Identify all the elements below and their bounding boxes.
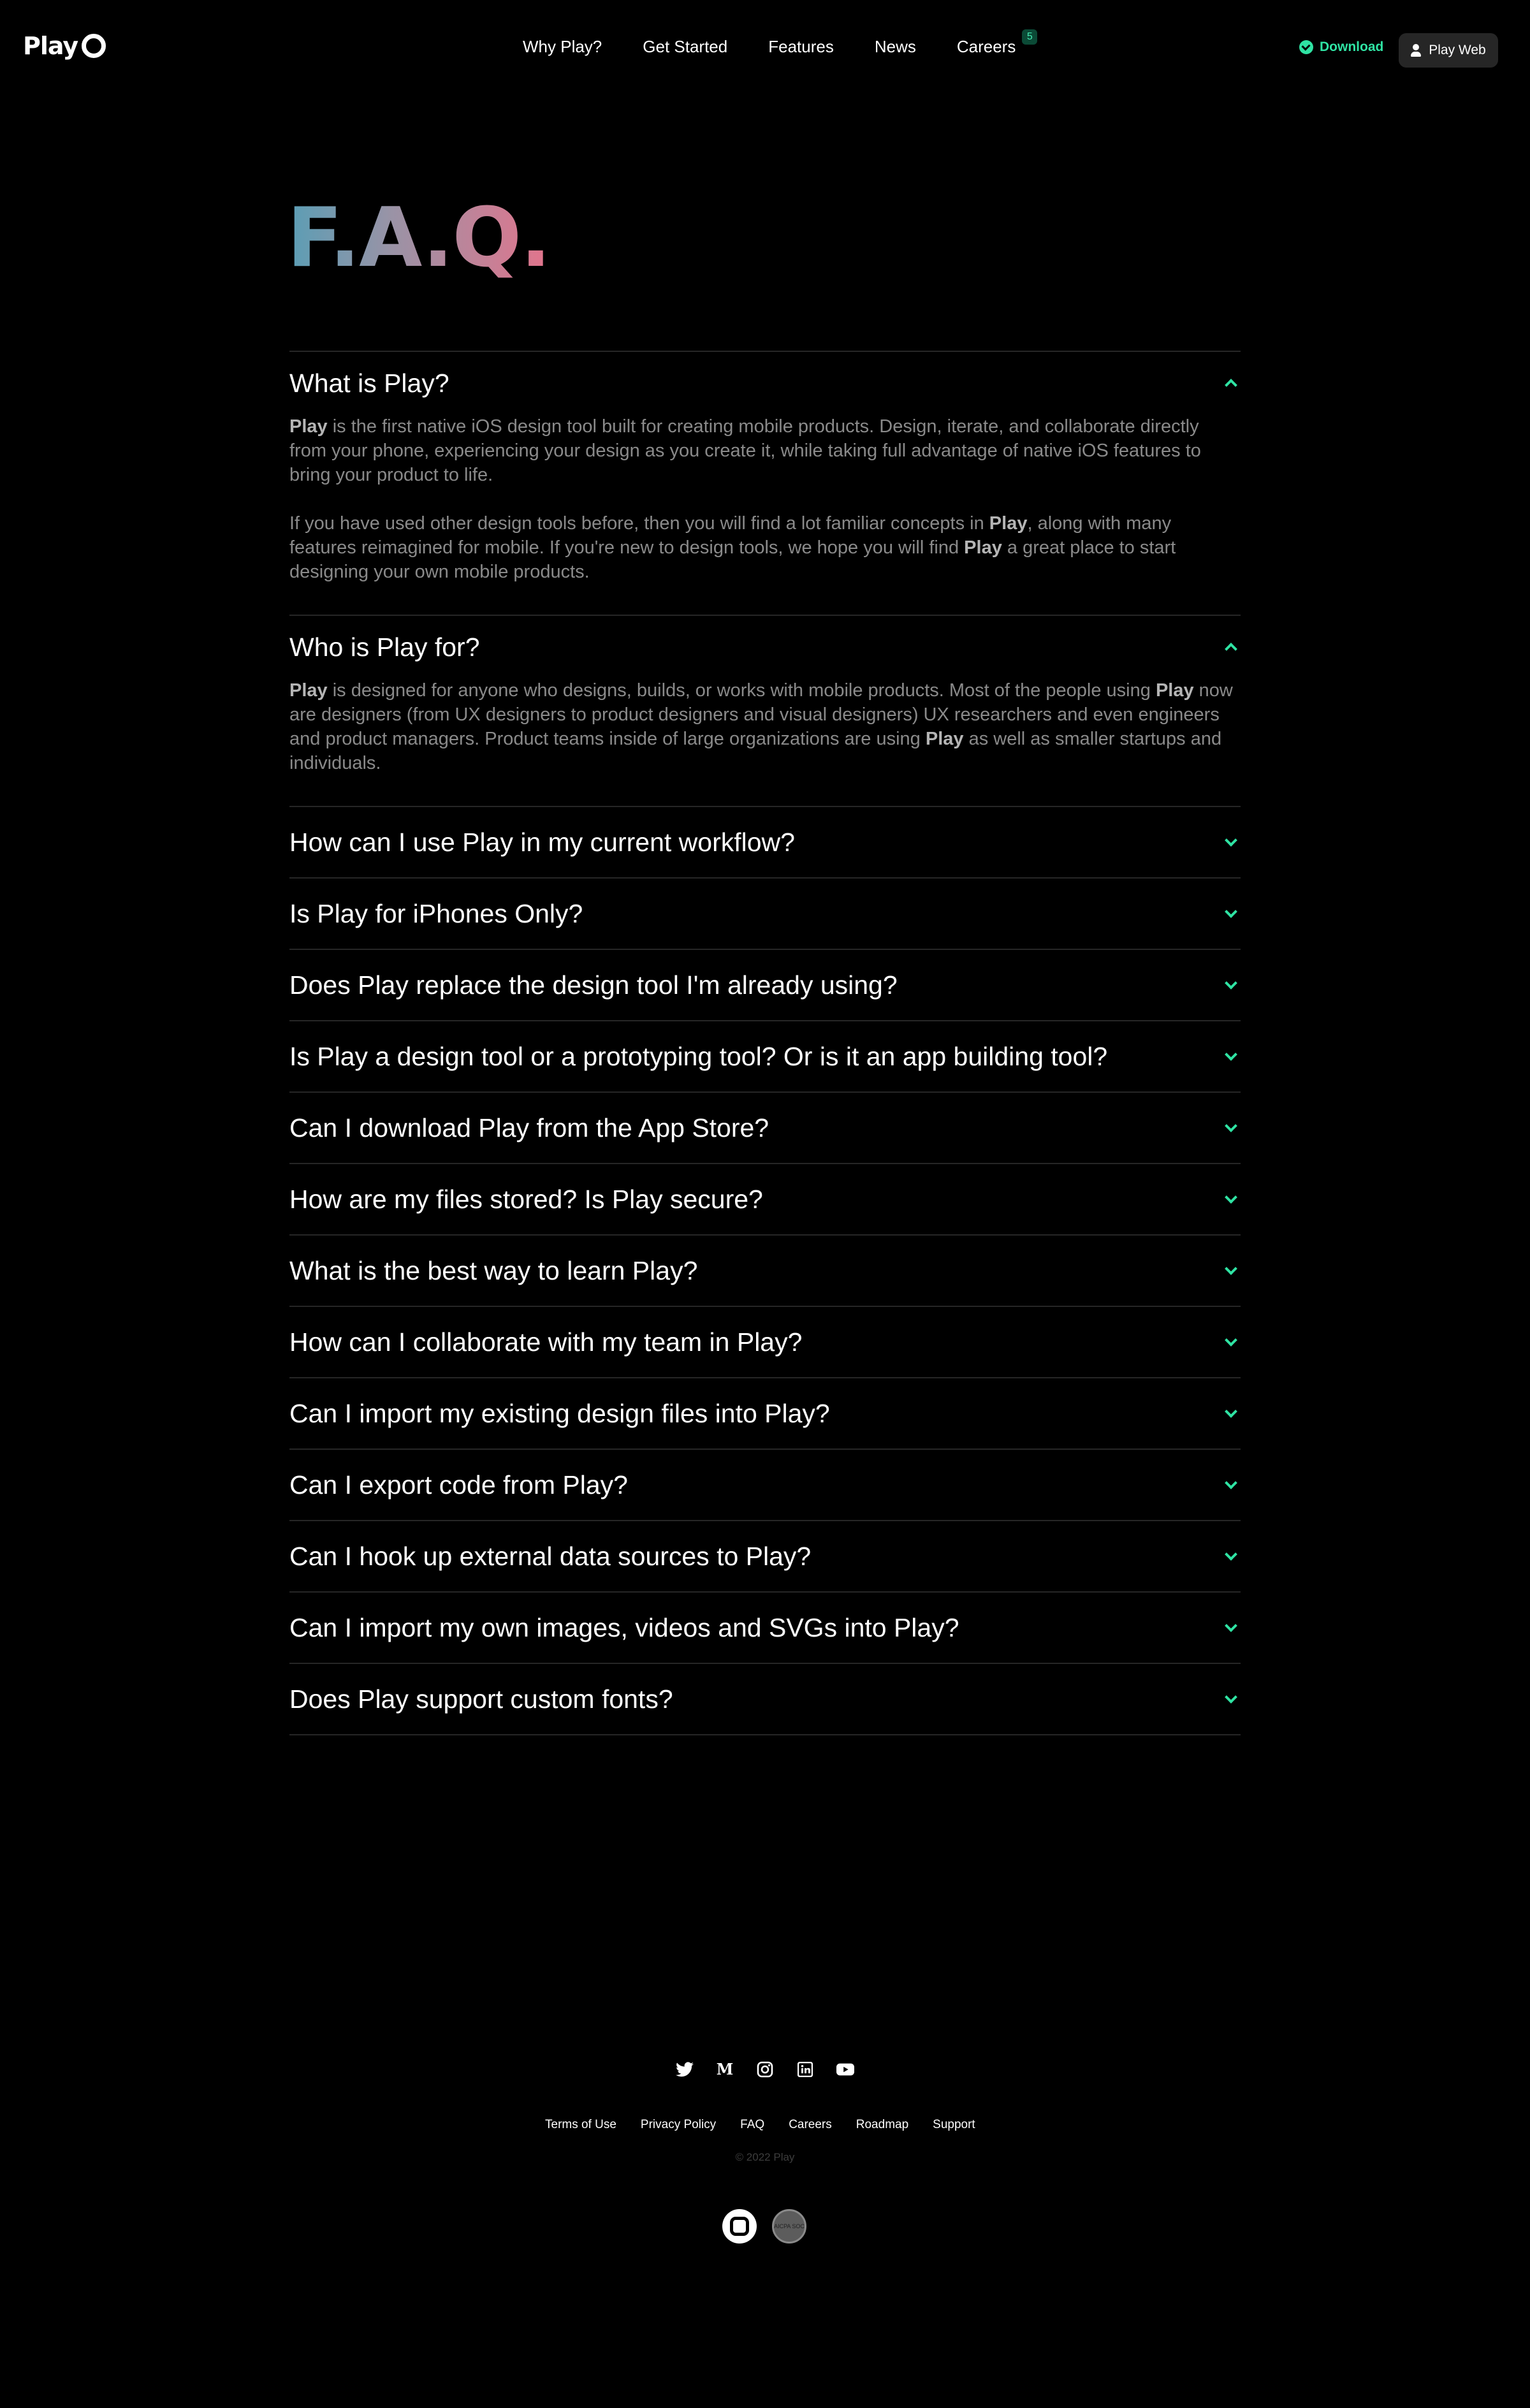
faq-question: Can I import my existing design files into Play? <box>289 1398 830 1428</box>
chevron-down-icon[interactable] <box>1225 834 1237 847</box>
answer-bold-text: Play <box>925 729 964 749</box>
answer-bold-text: Play <box>964 537 1002 558</box>
faq-question: Is Play a design tool or a prototyping tool? Or is it an app building tool? <box>289 1041 1108 1071</box>
faq-question-toggle[interactable] <box>289 950 1241 1020</box>
footer-link-roadmap[interactable]: Roadmap <box>856 2118 909 2131</box>
faq-item <box>289 1307 1241 1378</box>
faq-item <box>289 1236 1241 1307</box>
logo-text: Play <box>23 32 78 60</box>
answer-text: now are designers (from UX designers to product designers and visual designers) UX researchers and even engineers and product managers. Product teams inside of large organizations are using <box>289 680 1233 749</box>
faq-question: How are my files stored? Is Play secure? <box>289 1184 763 1214</box>
faq-item <box>289 1593 1241 1664</box>
main-nav <box>523 31 1033 57</box>
chevron-down-icon[interactable] <box>1225 1477 1237 1489</box>
nav-careers[interactable] <box>956 31 1033 57</box>
faq-question-toggle[interactable] <box>289 1307 1241 1377</box>
page-title: F.A.Q. <box>287 191 550 286</box>
faq-question-toggle[interactable] <box>289 1450 1241 1520</box>
chevron-down-icon[interactable] <box>1225 1048 1237 1061</box>
chevron-down-icon[interactable] <box>1225 905 1237 918</box>
seal-text: AICPA SOC <box>774 2223 805 2229</box>
chevron-down-icon[interactable] <box>1225 1619 1237 1632</box>
download-link[interactable] <box>1299 40 1383 55</box>
faq-item <box>289 352 1241 616</box>
soc-seal-icon <box>772 2209 806 2244</box>
faq-question: Can I hook up external data sources to Play? <box>289 1541 812 1571</box>
answer-bold-text: Play <box>989 513 1028 534</box>
chevron-down-icon[interactable] <box>1225 1120 1237 1132</box>
faq-question-toggle[interactable] <box>289 879 1241 949</box>
faq-question-toggle[interactable] <box>289 1593 1241 1663</box>
faq-question-toggle[interactable] <box>289 1664 1241 1734</box>
answer-text: is designed for anyone who designs, builds, or works with mobile products. Most of the people using <box>327 680 1156 701</box>
answer-text: If you have used other design tools before, then you will find a lot familiar concepts in <box>289 513 989 534</box>
download-label: Download <box>1320 40 1384 54</box>
faq-answer-paragraph <box>289 511 1241 584</box>
social-links <box>676 2061 854 2078</box>
faq-question: Who is Play for? <box>289 632 480 662</box>
chevron-down-icon[interactable] <box>1225 1548 1237 1561</box>
faq-question-toggle[interactable] <box>289 1021 1241 1091</box>
faq-item <box>289 1164 1241 1236</box>
faq-item <box>289 950 1241 1021</box>
faq-question-toggle[interactable] <box>289 807 1241 877</box>
twitter-icon[interactable] <box>676 2061 694 2078</box>
nav-why-play[interactable]: Why Play? <box>523 37 602 56</box>
faq-question: How can I collaborate with my team in Play? <box>289 1327 803 1357</box>
faq-item <box>289 807 1241 879</box>
faq-item <box>289 616 1241 807</box>
nav-news[interactable]: News <box>874 37 916 56</box>
footer-link-careers[interactable]: Careers <box>789 2118 832 2131</box>
chevron-down-icon[interactable] <box>1225 1405 1237 1418</box>
chevron-down-icon[interactable] <box>1225 1334 1237 1346</box>
chevron-down-icon[interactable] <box>1225 1262 1237 1275</box>
footer-link-faq[interactable]: FAQ <box>740 2118 765 2131</box>
answer-text: as well as smaller startups and individuals. <box>289 729 1222 773</box>
app-icon-inner <box>730 2217 749 2236</box>
faq-question-toggle[interactable] <box>289 1378 1241 1448</box>
logo-ring-icon <box>82 34 106 58</box>
footer-links <box>545 2118 975 2132</box>
faq-answer <box>289 414 1241 615</box>
answer-text: a great place to start designing your own mobile products. <box>289 537 1176 582</box>
faq-item <box>289 1450 1241 1521</box>
footer-link-support[interactable]: Support <box>933 2118 975 2131</box>
linkedin-icon[interactable] <box>796 2061 814 2078</box>
chevron-down-icon[interactable] <box>1225 1691 1237 1704</box>
faq-question: What is Play? <box>289 368 449 398</box>
faq-question: What is the best way to learn Play? <box>289 1255 698 1285</box>
chevron-down-icon[interactable] <box>1225 1191 1237 1204</box>
careers-count-badge: 5 <box>1022 29 1037 45</box>
faq-question: Can I download Play from the App Store? <box>289 1113 769 1142</box>
footer-link-terms[interactable]: Terms of Use <box>545 2118 616 2131</box>
copyright-text: © 2022 Play <box>735 2151 795 2163</box>
faq-question-toggle[interactable] <box>289 1093 1241 1163</box>
play-logo[interactable] <box>23 32 106 60</box>
faq-item <box>289 1378 1241 1450</box>
nav-get-started[interactable]: Get Started <box>643 37 728 56</box>
download-icon <box>1299 40 1313 54</box>
medium-icon[interactable] <box>716 2061 734 2078</box>
faq-item <box>289 879 1241 950</box>
faq-question: Does Play support custom fonts? <box>289 1684 673 1714</box>
faq-question: Can I export code from Play? <box>289 1470 628 1500</box>
answer-text: is the first native iOS design tool built for creating mobile products. Design, iterate, and collaborate directly from your phone, experiencing your design as you create it, while taking full advantage of native iOS features to bring your product to life. <box>289 416 1201 485</box>
instagram-icon[interactable] <box>756 2061 774 2078</box>
chevron-up-icon[interactable] <box>1225 643 1237 655</box>
footer-link-privacy[interactable]: Privacy Policy <box>640 2118 717 2131</box>
faq-item <box>289 1664 1241 1735</box>
chevron-down-icon[interactable] <box>1225 977 1237 989</box>
play-web-button[interactable] <box>1399 33 1498 68</box>
faq-answer-paragraph <box>289 678 1241 775</box>
faq-question-toggle[interactable] <box>289 352 1241 414</box>
user-icon <box>1411 44 1421 57</box>
answer-bold-text: Play <box>1155 680 1194 701</box>
faq-answer-paragraph <box>289 414 1241 487</box>
faq-question-toggle[interactable] <box>289 1521 1241 1591</box>
faq-question: Can I import my own images, videos and SVGs into Play? <box>289 1612 959 1642</box>
faq-question: Is Play for iPhones Only? <box>289 898 583 928</box>
faq-answer <box>289 678 1241 806</box>
answer-bold-text: Play <box>289 680 328 701</box>
play-web-label: Play Web <box>1429 43 1486 57</box>
faq-item <box>289 1093 1241 1164</box>
faq-item <box>289 1021 1241 1093</box>
answer-bold-text: Play <box>289 416 328 437</box>
faq-question-toggle[interactable] <box>289 1164 1241 1234</box>
svg-text:M: M <box>716 2062 734 2076</box>
footer-badges <box>722 2209 806 2244</box>
faq-item <box>289 1521 1241 1593</box>
nav-features[interactable]: Features <box>768 37 834 56</box>
youtube-icon[interactable] <box>836 2061 854 2078</box>
chevron-up-icon[interactable] <box>1225 379 1237 391</box>
play-app-icon[interactable] <box>722 2209 757 2244</box>
faq-question-toggle[interactable] <box>289 616 1241 678</box>
answer-text: , along with many features reimagined for mobile. If you're new to design tools, we hope you will find <box>289 513 1172 558</box>
faq-list <box>289 351 1241 1735</box>
faq-question: How can I use Play in my current workflow? <box>289 827 795 857</box>
nav-careers-label: Careers <box>956 37 1016 56</box>
faq-question-toggle[interactable] <box>289 1236 1241 1306</box>
faq-question: Does Play replace the design tool I'm already using? <box>289 970 898 1000</box>
site-header <box>0 0 1530 101</box>
